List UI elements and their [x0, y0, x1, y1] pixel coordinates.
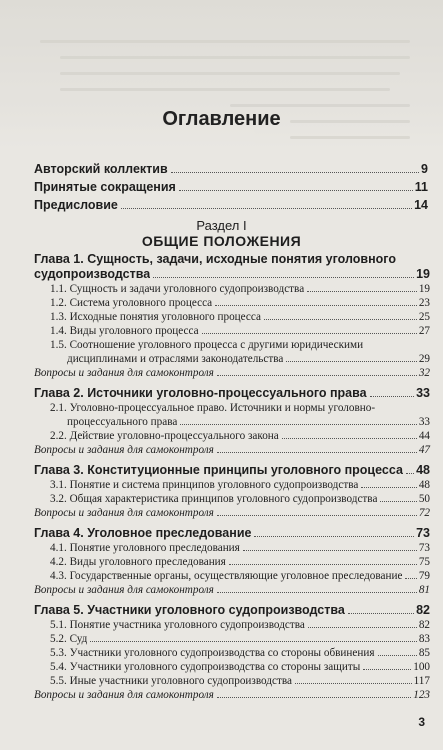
chapter-page: 73 [416, 526, 430, 540]
chapter-title: Глава 3. Конституционные принципы уголовного процесса [34, 463, 403, 477]
chapter-entry[interactable] [34, 603, 430, 617]
leader-dots [406, 473, 414, 474]
leader-dots [121, 208, 412, 209]
leader-dots [405, 578, 416, 579]
toc-subentry[interactable] [67, 353, 430, 365]
subentry-label: 5.1. Понятие участника уголовного судопроизводства [50, 619, 305, 631]
toc-entry[interactable] [34, 162, 428, 176]
questions-entry[interactable] [34, 367, 430, 379]
subentry-label-line[interactable]: 1.5. Соотношение уголовного процесса с другими юридическими [50, 339, 364, 351]
leader-dots [217, 697, 411, 698]
questions-page: 47 [418, 444, 430, 456]
leader-dots [307, 291, 417, 292]
toc-entry-page: 11 [414, 180, 428, 194]
questions-page: 123 [413, 689, 430, 701]
subentry-page: 75 [418, 556, 430, 568]
leader-dots [171, 172, 419, 173]
toc-subentry[interactable] [50, 619, 430, 631]
subentry-page: 50 [418, 493, 430, 505]
leader-dots [295, 683, 412, 684]
questions-page: 72 [418, 507, 430, 519]
leader-dots [180, 424, 417, 425]
toc-subentry[interactable] [50, 661, 430, 673]
questions-label: Вопросы и задания для самоконтроля [34, 584, 214, 596]
leader-dots [90, 641, 416, 642]
toc-subentry[interactable] [67, 416, 430, 428]
toc-entry-page: 9 [421, 162, 428, 176]
leader-dots [363, 669, 411, 670]
leader-dots [361, 487, 416, 488]
subentry-label: 1.1. Сущность и задачи уголовного судопроизводства [50, 283, 305, 295]
toc-subentry[interactable] [50, 311, 430, 323]
leader-dots [153, 277, 414, 278]
leader-dots [380, 501, 416, 502]
toc-subentry[interactable] [50, 556, 430, 568]
leader-dots [286, 361, 416, 362]
subentry-page: 79 [418, 570, 430, 582]
questions-page: 32 [418, 367, 430, 379]
chapter-entry[interactable] [34, 267, 430, 281]
leader-dots [217, 515, 417, 516]
chapter-title-line[interactable]: Глава 1. Сущность, задачи, исходные понятия уголовного [34, 252, 396, 266]
subentry-page: 83 [418, 633, 430, 645]
section-number: Раздел I [196, 218, 247, 233]
subentry-label: 4.2. Виды уголовного преследования [50, 556, 226, 568]
questions-label: Вопросы и задания для самоконтроля [34, 367, 214, 379]
leader-dots [217, 592, 417, 593]
leader-dots [282, 438, 417, 439]
toc-subentry[interactable] [50, 283, 430, 295]
subentry-label: 5.4. Участники уголовного судопроизводства со стороны защиты [50, 661, 361, 673]
questions-page: 81 [418, 584, 430, 596]
toc-entry[interactable] [34, 180, 428, 194]
chapter-page: 82 [416, 603, 430, 617]
subentry-page: 85 [418, 647, 430, 659]
subentry-label: 3.2. Общая характеристика принципов уголовного судопроизводства [50, 493, 378, 505]
subentry-page: 33 [418, 416, 430, 428]
toc-entry-label: Принятые сокращения [34, 180, 176, 194]
chapter-title: Глава 5. Участники уголовного судопроизводства [34, 603, 345, 617]
subentry-label: 5.3. Участники уголовного судопроизводства со стороны обвинения [50, 647, 375, 659]
toc-subentry[interactable] [50, 493, 430, 505]
toc-subentry[interactable] [50, 542, 430, 554]
chapter-entry[interactable] [34, 463, 430, 477]
questions-label: Вопросы и задания для самоконтроля [34, 689, 214, 701]
leader-dots [217, 452, 417, 453]
leader-dots [348, 613, 414, 614]
chapter-page: 33 [416, 386, 430, 400]
subentry-page: 23 [418, 297, 430, 309]
chapter-page: 19 [416, 267, 430, 281]
subentry-label-line[interactable]: 2.1. Уголовно-процессуальное право. Источники и нормы уголовно- [50, 402, 376, 414]
subentry-label: 3.1. Понятие и система принципов уголовного судопроизводства [50, 479, 359, 491]
questions-label: Вопросы и задания для самоконтроля [34, 507, 214, 519]
leader-dots [215, 305, 417, 306]
chapter-title: Глава 2. Источники уголовно-процессуального права [34, 386, 367, 400]
subentry-page: 82 [418, 619, 430, 631]
chapter-title: Глава 4. Уголовное преследование [34, 526, 252, 540]
subentry-label: дисциплинами и отраслями законодательства [67, 353, 284, 365]
subentry-label: 5.2. Суд [50, 633, 88, 645]
subentry-page: 100 [413, 661, 430, 673]
subentry-label: 2.2. Действие уголовно-процессуального закона [50, 430, 279, 442]
subentry-page: 29 [418, 353, 430, 365]
questions-entry[interactable] [34, 689, 430, 701]
subentry-label: 4.3. Государственные органы, осуществляющие уголовное преследование [50, 570, 403, 582]
leader-dots [264, 319, 417, 320]
leader-dots [243, 550, 417, 551]
toc-subentry[interactable] [50, 430, 430, 442]
chapter-page: 48 [416, 463, 430, 477]
toc-subentry[interactable] [50, 675, 430, 687]
toc-entry[interactable] [34, 198, 428, 212]
subentry-label: 5.5. Иные участники уголовного судопроизводства [50, 675, 292, 687]
subentry-page: 44 [418, 430, 430, 442]
page-title: Оглавление [162, 108, 281, 130]
leader-dots [370, 396, 415, 397]
subentry-page: 117 [413, 675, 430, 687]
toc-entry-label: Предисловие [34, 198, 118, 212]
leader-dots [308, 627, 417, 628]
subentry-page: 25 [418, 311, 430, 323]
subentry-label: 4.1. Понятие уголовного преследования [50, 542, 240, 554]
toc-subentry[interactable] [50, 647, 430, 659]
subentry-label: 1.4. Виды уголовного процесса [50, 325, 199, 337]
subentry-page: 27 [418, 325, 430, 337]
subentry-page: 73 [418, 542, 430, 554]
leader-dots [378, 655, 417, 656]
questions-label: Вопросы и задания для самоконтроля [34, 444, 214, 456]
subentry-label: 1.3. Исходные понятия уголовного процесса [50, 311, 261, 323]
page-number: 3 [418, 715, 425, 729]
subentry-label: 1.2. Система уголовного процесса [50, 297, 213, 309]
toc-subentry[interactable] [50, 297, 430, 309]
questions-entry[interactable] [34, 444, 430, 456]
subentry-page: 19 [418, 283, 430, 295]
leader-dots [179, 190, 413, 191]
toc-subentry[interactable] [50, 325, 430, 337]
section-title: ОБЩИЕ ПОЛОЖЕНИЯ [141, 233, 302, 249]
questions-entry[interactable] [34, 584, 430, 596]
toc-entry-label: Авторский коллектив [34, 162, 168, 176]
toc-subentry[interactable] [50, 570, 430, 582]
subentry-label: процессуального права [67, 416, 178, 428]
chapter-title: судопроизводства [34, 267, 151, 281]
leader-dots [217, 375, 417, 376]
toc-subentry[interactable] [50, 633, 430, 645]
leader-dots [229, 564, 417, 565]
questions-entry[interactable] [34, 507, 430, 519]
toc-subentry[interactable] [50, 479, 430, 491]
toc-entry-page: 14 [414, 198, 428, 212]
subentry-page: 48 [418, 479, 430, 491]
chapter-entry[interactable] [34, 386, 430, 400]
chapter-entry[interactable] [34, 526, 430, 540]
leader-dots [202, 333, 417, 334]
leader-dots [254, 536, 414, 537]
